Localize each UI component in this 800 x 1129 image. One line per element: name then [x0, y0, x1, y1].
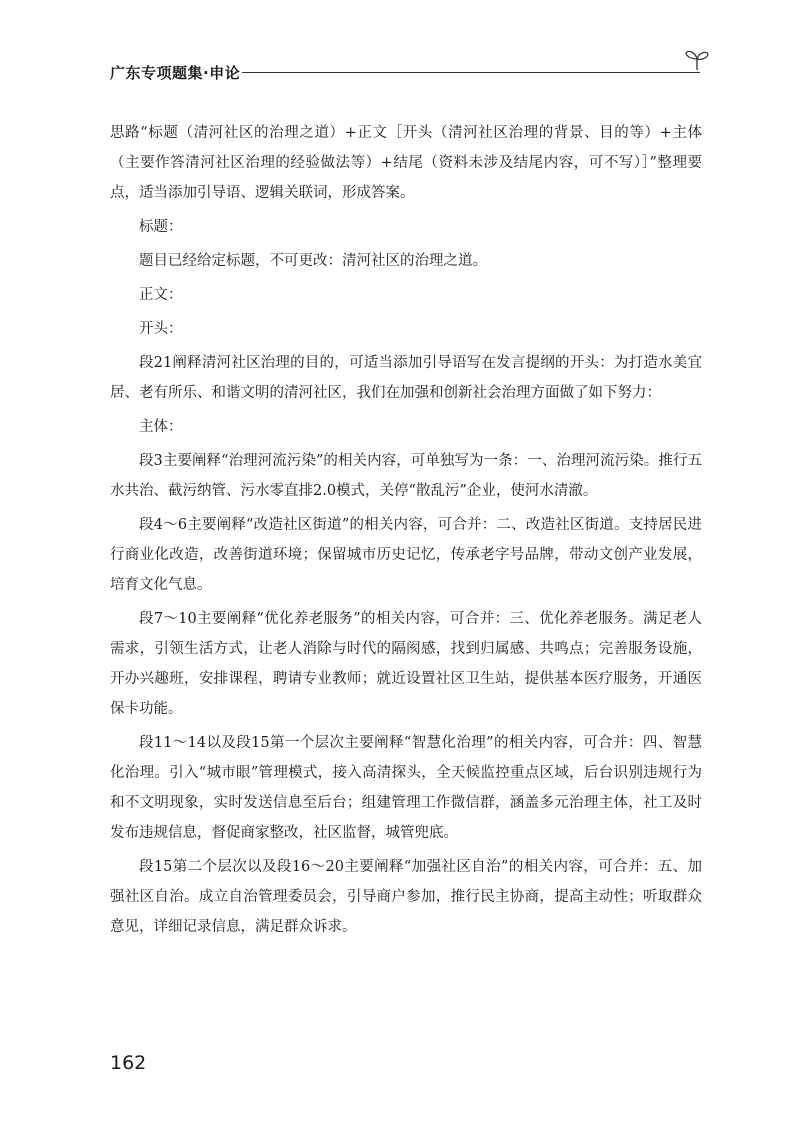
paragraph: 正文： [139, 287, 183, 303]
page-number: 162 [110, 1052, 147, 1074]
paragraph: 段4～6主要阐释“改造社区街道”的相关内容，可合并：二、改造社区街道。支持居民进行商业化改造，改善街道环境；保留城市历史记忆，传承老字号品牌，带动文创产业发展，培育文化气息。 [110, 517, 702, 593]
body-text [110, 118, 702, 946]
paragraph: 段11～14以及段15第一个层次主要阐释“智慧化治理”的相关内容，可合并：四、智慧化治理。引入“城市眼”管理模式，接入高清探头，全天候监控重点区域，后台识别违规行为和不文明现象，实时发送信息至后台；组建管理工作微信群，涵盖多元治理主体，社工及时发布违规信息，督促商家整改，社区监督，城管兜底。 [110, 735, 702, 841]
paragraph: 段7～10主要阐释“优化养老服务”的相关内容，可合并：三、优化养老服务。满足老人需求，引领生活方式，让老人消除与时代的隔阂感，找到归属感、共鸣点；完善服务设施，开办兴趣班，安排课程，聘请专业教师；就近设置社区卫生站，提供基本医疗服务，开通医保卡功能。 [110, 611, 702, 717]
paragraph: 段3主要阐释“治理河流污染”的相关内容，可单独写为一条：一、治理河流污染。推行五水共治、截污纳管、污水零直排2.0模式，关停“散乱污”企业，使河水清澈。 [110, 453, 702, 499]
sprout-icon [684, 48, 710, 72]
paragraph: 标题： [139, 219, 183, 235]
page-header [110, 56, 710, 86]
paragraph: 主体： [139, 419, 183, 435]
header-rule [242, 72, 700, 73]
paragraph: 段15第二个层次以及段16～20主要阐释“加强社区自治”的相关内容，可合并：五、加强社区自治。成立自治管理委员会，引导商户参加，推行民主协商，提高主动性；听取群众意见，详细记录信息，满足群众诉求。 [110, 859, 702, 935]
header-title: 广东专项题集·申论 [110, 64, 241, 82]
paragraph: 开头： [139, 321, 183, 337]
paragraph: 题目已经给定标题，不可更改：清河社区的治理之道。 [139, 253, 487, 269]
paragraph: 段21阐释清河社区治理的目的，可适当添加引导语写在发言提纲的开头：为打造水美宜居、老有所乐、和谐文明的清河社区，我们在加强和创新社会治理方面做了如下努力： [110, 355, 702, 401]
paragraph: 思路“标题（清河社区的治理之道）+正文［开头（清河社区治理的背景、目的等）+主体（主要作答清河社区治理的经验做法等）+结尾（资料未涉及结尾内容，可不写）］”整理要点，适当添加引导语、逻辑关联词，形成答案。 [110, 125, 702, 201]
